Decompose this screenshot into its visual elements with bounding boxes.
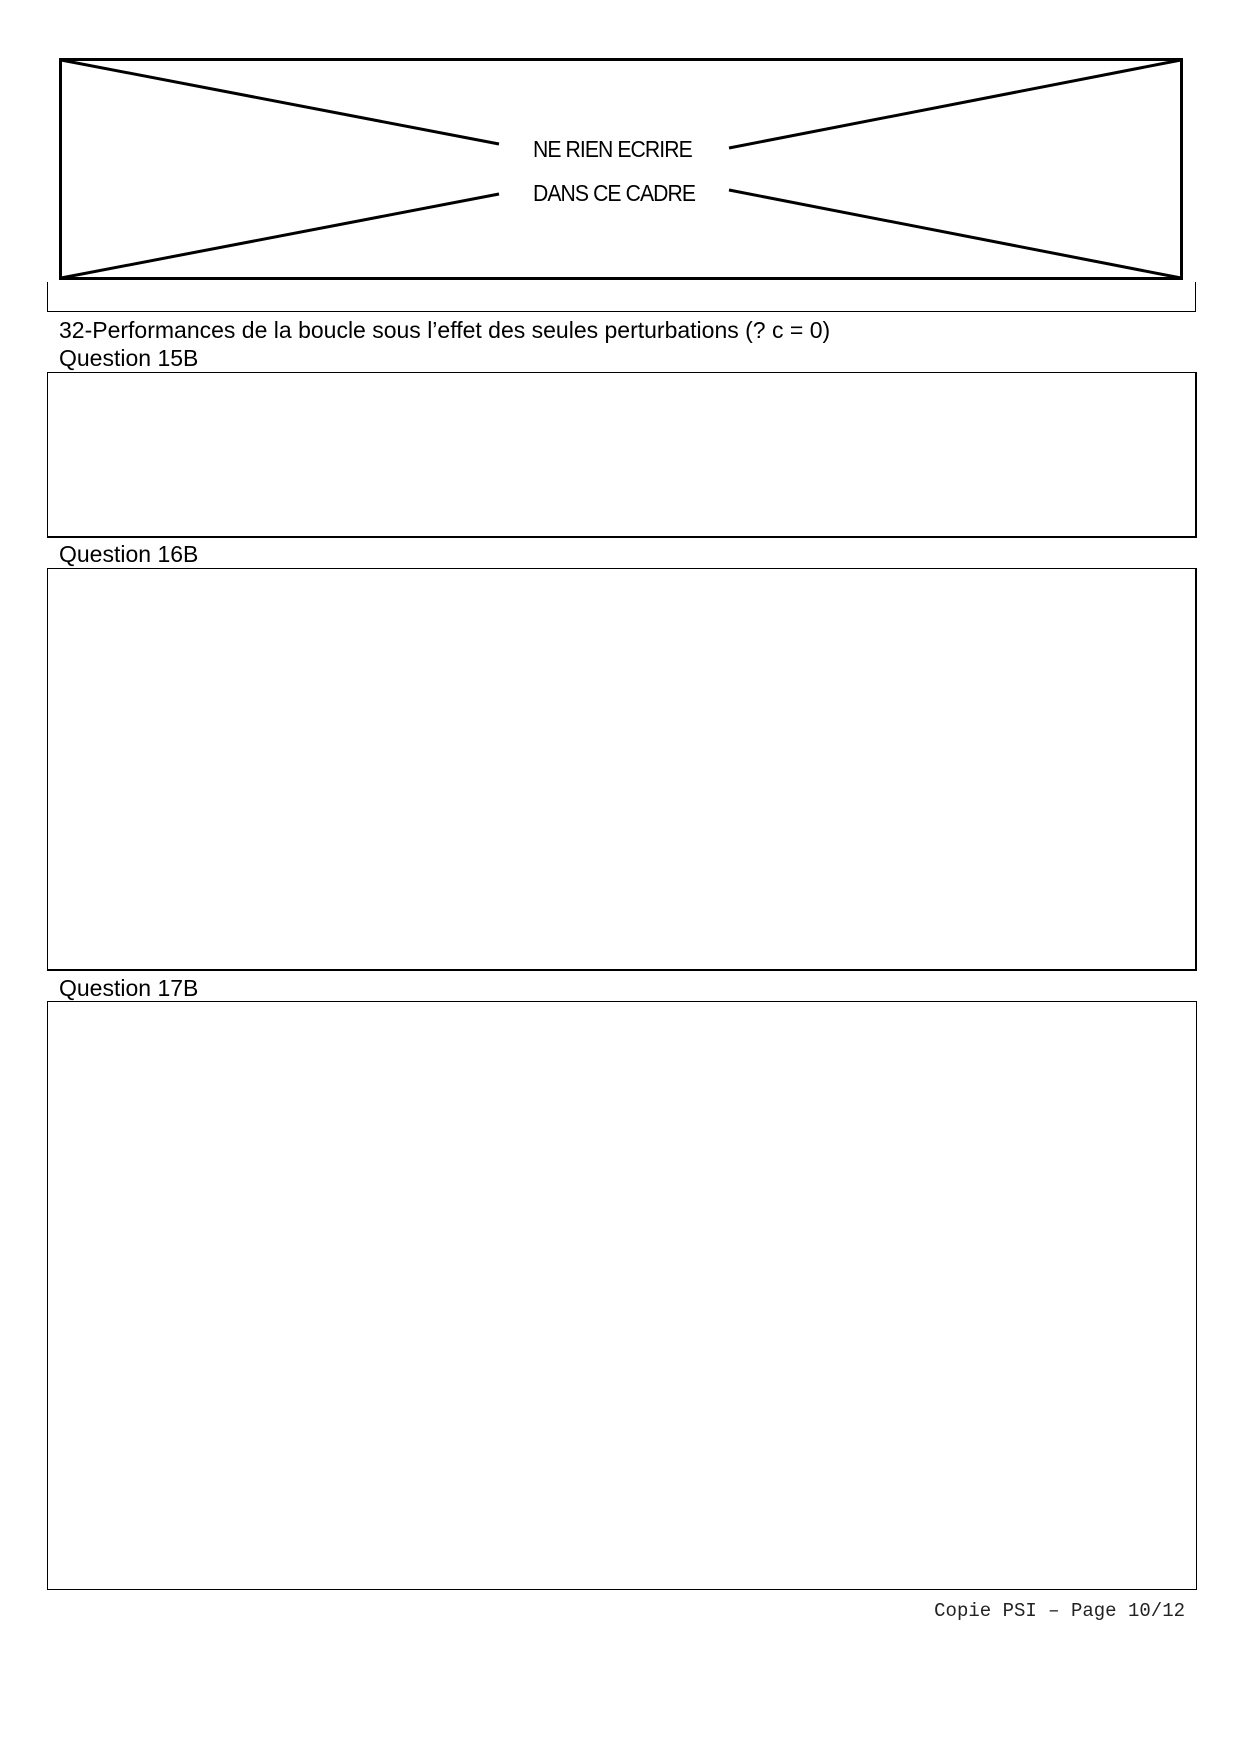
diagonal-bottom-right — [729, 190, 1181, 278]
no-write-label-line2: DANS CE CADRE — [533, 180, 696, 206]
no-write-label-line1: NE RIEN ECRIRE — [533, 136, 692, 162]
question-16b-label: Question 16B — [59, 541, 199, 567]
question-17b-label: Question 17B — [59, 975, 199, 1001]
no-write-frame — [59, 58, 1183, 280]
question-15b-label: Question 15B — [59, 345, 199, 371]
diagonal-top-left — [61, 60, 499, 144]
page-footer: Copie PSI – Page 10/12 — [934, 1600, 1185, 1622]
question-17b-answer-box[interactable] — [47, 1001, 1197, 1590]
question-15b-answer-box[interactable] — [47, 372, 1197, 538]
question-16b-answer-box[interactable] — [47, 568, 1197, 971]
header-tail-border — [47, 282, 1196, 312]
diagonal-bottom-left — [61, 194, 499, 278]
section-title: 32-Performances de la boucle sous l’effet des seules perturbations (? c = 0) — [59, 317, 831, 343]
diagonal-top-right — [729, 60, 1181, 148]
